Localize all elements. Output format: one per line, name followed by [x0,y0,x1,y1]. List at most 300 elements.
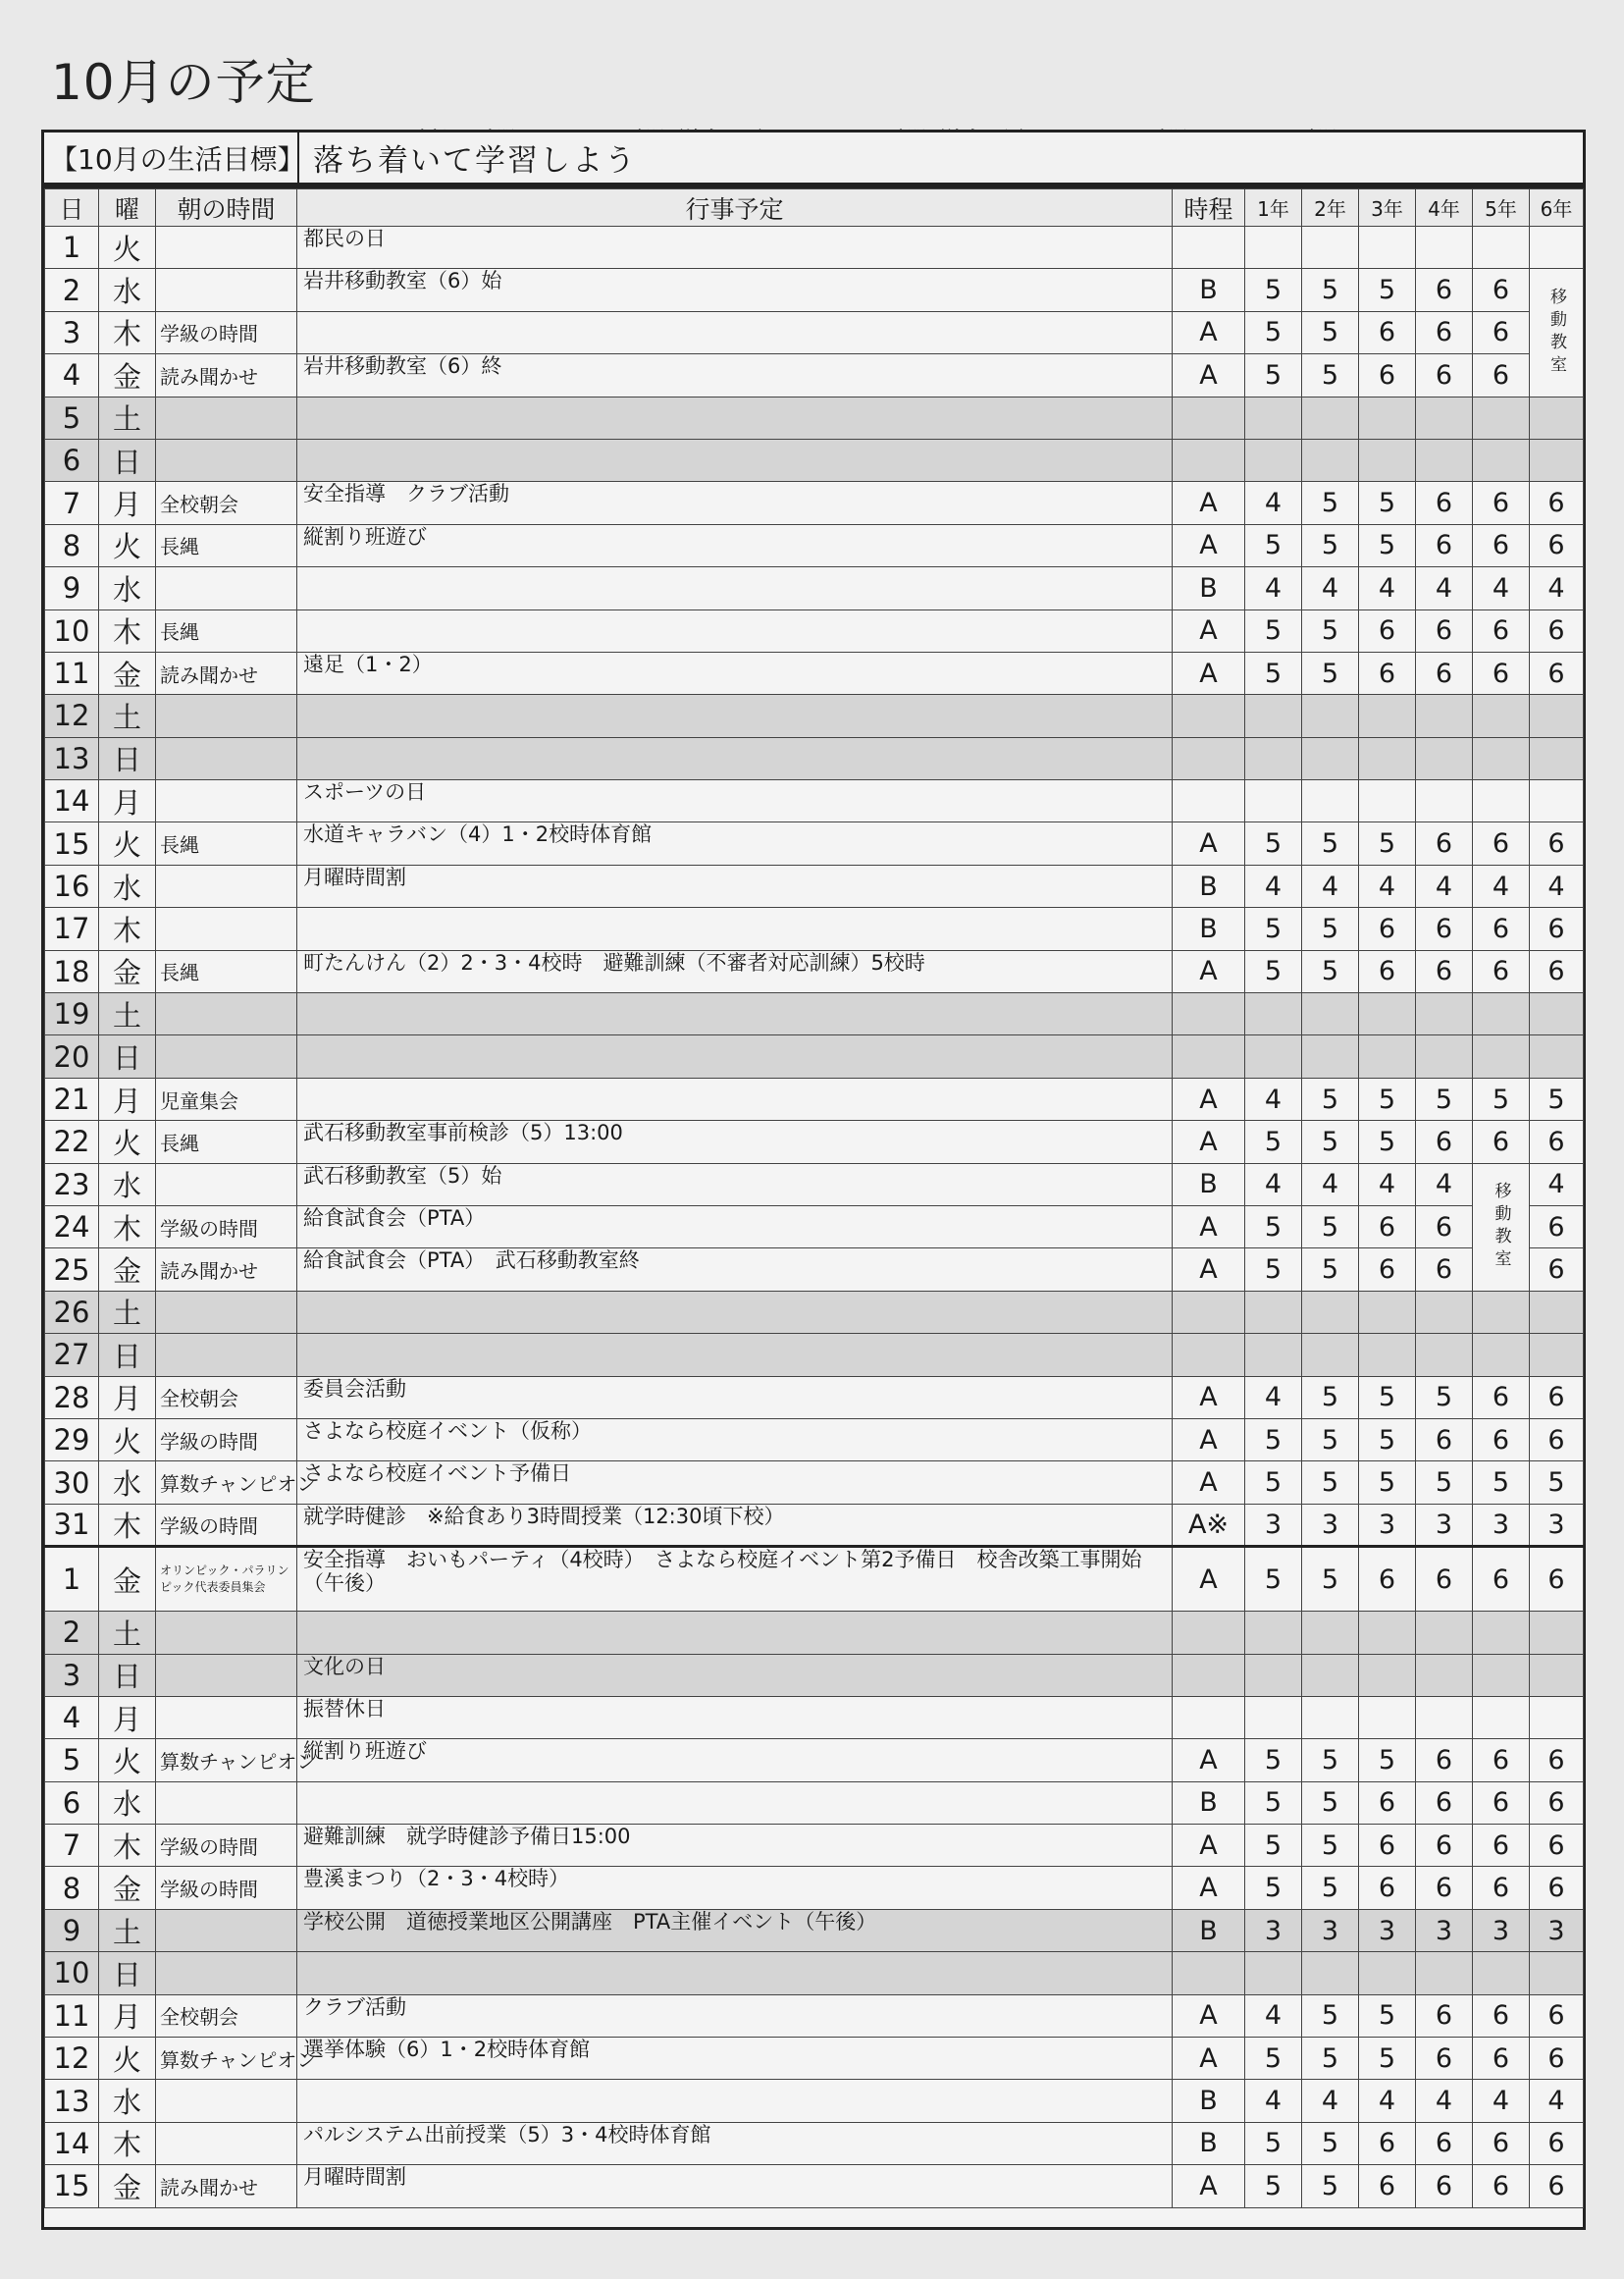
day-cell: 20 [45,1035,99,1078]
morning-activity-cell: 長縄 [156,1121,297,1163]
event-cell [297,1612,1173,1654]
table-header-row [45,189,1584,227]
event-cell [297,1291,1173,1333]
grade-6-periods-cell: 3 [1530,1909,1584,1951]
grade-4-periods-cell: 6 [1416,2165,1473,2207]
day-cell: 2 [45,1612,99,1654]
grade-6-periods-cell [1530,439,1584,481]
grade-5-periods-cell: 6 [1473,1547,1530,1612]
grade-2-periods-cell: 5 [1302,1781,1359,1824]
grade-5-periods-cell: 6 [1473,482,1530,524]
grade-4-periods-cell: 6 [1416,1994,1473,2037]
grade-3-periods-cell: 5 [1359,1376,1416,1418]
schedule-table-wrap [41,186,1586,2230]
grade-2-periods-cell: 5 [1302,1376,1359,1418]
weekday-cell: 木 [99,311,156,353]
grade-3-periods-cell [1359,695,1416,737]
grade-5-periods-cell: 6 [1473,1739,1530,1781]
jitei-cell: A [1173,610,1245,652]
grade-2-periods-cell: 5 [1302,2122,1359,2164]
grade-5-periods-cell [1473,1696,1530,1738]
vertical-note-cell [1473,1163,1530,1291]
day-cell: 7 [45,1825,99,1867]
morning-activity-cell: 学級の時間 [156,1825,297,1867]
morning-activity-cell [156,695,297,737]
grade-6-periods-cell: 6 [1530,950,1584,992]
grade-1-periods-cell [1245,1035,1302,1078]
grade-2-periods-cell: 5 [1302,822,1359,865]
grade-5-periods-cell: 6 [1473,950,1530,992]
morning-activity-cell [156,865,297,907]
grade-4-periods-cell [1416,780,1473,822]
grade-6-periods-cell: 5 [1530,1078,1584,1120]
jitei-cell [1173,439,1245,481]
jitei-cell: B [1173,1909,1245,1951]
weekday-cell: 火 [99,1739,156,1781]
grade-2-periods-cell: 5 [1302,908,1359,950]
morning-activity-cell [156,780,297,822]
grade-2-periods-cell [1302,439,1359,481]
table-row [45,1825,1584,1867]
jitei-cell: A [1173,950,1245,992]
weekday-cell: 月 [99,482,156,524]
grade-1-periods-cell [1245,439,1302,481]
grade-6-periods-cell: 6 [1530,1994,1584,2037]
grade-6-periods-cell [1530,1612,1584,1654]
morning-activity-cell [156,1035,297,1078]
jitei-cell: A [1173,1994,1245,2037]
table-row [45,737,1584,779]
table-row [45,1867,1584,1909]
grade-3-periods-cell [1359,780,1416,822]
weekday-cell: 土 [99,1612,156,1654]
vertical-note-cell [1530,269,1584,397]
weekday-cell: 火 [99,227,156,269]
event-cell: 縦割り班遊び [297,1739,1173,1781]
grade-4-periods-cell: 6 [1416,1825,1473,1867]
day-cell: 9 [45,567,99,610]
grade-4-periods-cell: 6 [1416,1121,1473,1163]
grade-6-periods-cell: 4 [1530,567,1584,610]
grade-1-periods-cell: 5 [1245,269,1302,311]
grade-6-periods-cell: 6 [1530,482,1584,524]
grade-2-periods-cell: 4 [1302,567,1359,610]
grade-4-periods-cell [1416,439,1473,481]
table-row [45,311,1584,353]
morning-activity-cell: 長縄 [156,950,297,992]
weekday-cell: 月 [99,1078,156,1120]
event-cell [297,1781,1173,1824]
grade-6-periods-cell: 6 [1530,524,1584,566]
grade-6-periods-cell: 6 [1530,1825,1584,1867]
grade-1-periods-cell [1245,993,1302,1035]
table-row [45,908,1584,950]
weekday-cell: 木 [99,908,156,950]
grade-2-periods-cell: 5 [1302,1739,1359,1781]
morning-activity-cell [156,1163,297,1205]
grade-6-periods-cell [1530,780,1584,822]
grade-5-periods-cell: 5 [1473,1461,1530,1504]
morning-activity-cell: 学級の時間 [156,1205,297,1247]
grade-6-periods-cell [1530,993,1584,1035]
grade-3-periods-cell [1359,1612,1416,1654]
grade-5-periods-cell [1473,1952,1530,1994]
grade-1-periods-cell: 5 [1245,1121,1302,1163]
day-cell: 6 [45,1781,99,1824]
grade-6-periods-cell: 6 [1530,1205,1584,1247]
event-cell: 水道キャラバン（4）1・2校時体育館 [297,822,1173,865]
day-cell: 1 [45,227,99,269]
weekday-cell: 土 [99,695,156,737]
jitei-cell: A [1173,482,1245,524]
weekday-cell: 水 [99,567,156,610]
grade-5-periods-cell: 6 [1473,1994,1530,2037]
grade-2-periods-cell [1302,695,1359,737]
day-cell: 6 [45,439,99,481]
grade-1-periods-cell: 4 [1245,1163,1302,1205]
day-cell: 13 [45,737,99,779]
grade-5-periods-cell [1473,1612,1530,1654]
grade-1-periods-cell: 5 [1245,1248,1302,1291]
morning-activity-cell [156,737,297,779]
table-row [45,610,1584,652]
grade-1-periods-cell: 5 [1245,2165,1302,2207]
table-row [45,1291,1584,1333]
table-row [45,1952,1584,1994]
grade-3-periods-cell: 6 [1359,1205,1416,1247]
grade-1-periods-cell: 4 [1245,567,1302,610]
table-row [45,1334,1584,1376]
table-row [45,1781,1584,1824]
weekday-cell: 火 [99,1121,156,1163]
event-cell: 縦割り班遊び [297,524,1173,566]
table-row [45,269,1584,311]
table-row [45,1739,1584,1781]
grade-3-periods-cell: 6 [1359,1825,1416,1867]
grade-3-periods-cell: 4 [1359,1163,1416,1205]
weekday-cell: 火 [99,524,156,566]
event-cell: 月曜時間割 [297,865,1173,907]
header-grade-4: 4年 [1416,189,1473,227]
table-row [45,2165,1584,2207]
morning-activity-cell [156,908,297,950]
grade-1-periods-cell: 5 [1245,2038,1302,2080]
grade-2-periods-cell [1302,780,1359,822]
morning-activity-cell: オリンピック・パラリンピック代表委員集会 [156,1547,297,1612]
grade-5-periods-cell: 3 [1473,1909,1530,1951]
weekday-cell: 火 [99,2038,156,2080]
jitei-cell: A [1173,1867,1245,1909]
grade-4-periods-cell [1416,397,1473,439]
event-cell: 安全指導 おいもパーティ（4校時） さよなら校庭イベント第2予備日 校舎改築工事開始（午後） [297,1547,1173,1612]
grade-5-periods-cell: 6 [1473,652,1530,694]
event-cell: 武石移動教室（5）始 [297,1163,1173,1205]
jitei-cell: B [1173,2080,1245,2122]
grade-4-periods-cell: 6 [1416,354,1473,397]
table-row [45,1547,1584,1612]
vertical-note-text: 移動教室 [1491,1182,1511,1273]
grade-5-periods-cell [1473,1035,1530,1078]
day-cell: 24 [45,1205,99,1247]
grade-4-periods-cell: 3 [1416,1909,1473,1951]
grade-3-periods-cell [1359,1035,1416,1078]
grade-6-periods-cell: 6 [1530,2038,1584,2080]
jitei-cell: A [1173,1205,1245,1247]
grade-3-periods-cell: 5 [1359,2038,1416,2080]
jitei-cell [1173,1654,1245,1696]
grade-5-periods-cell [1473,737,1530,779]
grade-3-periods-cell: 3 [1359,1909,1416,1951]
grade-4-periods-cell: 6 [1416,950,1473,992]
grade-1-periods-cell [1245,1696,1302,1738]
grade-4-periods-cell: 6 [1416,311,1473,353]
grade-1-periods-cell [1245,780,1302,822]
grade-1-periods-cell: 5 [1245,1547,1302,1612]
day-cell: 2 [45,269,99,311]
grade-6-periods-cell: 6 [1530,2122,1584,2164]
grade-6-periods-cell [1530,1334,1584,1376]
day-cell: 8 [45,524,99,566]
morning-activity-cell [156,993,297,1035]
morning-activity-cell [156,227,297,269]
day-cell: 12 [45,695,99,737]
grade-4-periods-cell: 6 [1416,652,1473,694]
event-cell [297,1035,1173,1078]
event-cell [297,695,1173,737]
jitei-cell: A [1173,1078,1245,1120]
vertical-note-text: 移動教室 [1546,287,1566,378]
grade-3-periods-cell: 6 [1359,908,1416,950]
day-cell: 5 [45,1739,99,1781]
grade-4-periods-cell [1416,1291,1473,1333]
grade-4-periods-cell: 6 [1416,524,1473,566]
header-grade-3: 3年 [1359,189,1416,227]
grade-2-periods-cell: 5 [1302,610,1359,652]
table-row [45,652,1584,694]
day-cell: 3 [45,311,99,353]
grade-5-periods-cell: 6 [1473,524,1530,566]
header-grade-6: 6年 [1530,189,1584,227]
header-day: 日 [45,189,99,227]
grade-5-periods-cell [1473,1334,1530,1376]
grade-3-periods-cell: 6 [1359,2165,1416,2207]
event-cell [297,567,1173,610]
weekday-cell: 金 [99,950,156,992]
grade-1-periods-cell: 5 [1245,1781,1302,1824]
grade-4-periods-cell [1416,1952,1473,1994]
header-grade-2: 2年 [1302,189,1359,227]
grade-2-periods-cell: 5 [1302,354,1359,397]
event-cell: クラブ活動 [297,1994,1173,2037]
grade-5-periods-cell: 6 [1473,354,1530,397]
grade-6-periods-cell [1530,397,1584,439]
grade-6-periods-cell: 4 [1530,865,1584,907]
grade-3-periods-cell [1359,1696,1416,1738]
grade-3-periods-cell: 4 [1359,567,1416,610]
event-cell: 学校公開 道徳授業地区公開講座 PTA主催イベント（午後） [297,1909,1173,1951]
event-cell [297,2080,1173,2122]
jitei-cell: A [1173,311,1245,353]
grade-4-periods-cell: 5 [1416,1461,1473,1504]
grade-5-periods-cell [1473,1654,1530,1696]
weekday-cell: 日 [99,1334,156,1376]
table-row [45,1504,1584,1546]
grade-6-periods-cell: 4 [1530,1163,1584,1205]
grade-3-periods-cell: 6 [1359,652,1416,694]
grade-6-periods-cell: 5 [1530,1461,1584,1504]
event-cell: 都民の日 [297,227,1173,269]
grade-6-periods-cell: 6 [1530,822,1584,865]
grade-6-periods-cell: 6 [1530,1248,1584,1291]
event-cell: 給食試食会（PTA） [297,1205,1173,1247]
grade-6-periods-cell [1530,1696,1584,1738]
table-row [45,2122,1584,2164]
grade-1-periods-cell [1245,1334,1302,1376]
grade-1-periods-cell: 5 [1245,1739,1302,1781]
day-cell: 26 [45,1291,99,1333]
grade-6-periods-cell: 6 [1530,610,1584,652]
table-row [45,865,1584,907]
grade-6-periods-cell [1530,1291,1584,1333]
weekday-cell: 土 [99,397,156,439]
day-cell: 14 [45,780,99,822]
weekday-cell: 日 [99,1035,156,1078]
day-cell: 25 [45,1248,99,1291]
header-grade-5: 5年 [1473,189,1530,227]
weekday-cell: 日 [99,439,156,481]
grade-6-periods-cell: 6 [1530,1418,1584,1460]
grade-6-periods-cell [1530,227,1584,269]
grade-2-periods-cell: 5 [1302,311,1359,353]
table-row [45,2038,1584,2080]
morning-activity-cell: 算数チャンピオン [156,1461,297,1504]
grade-2-periods-cell: 5 [1302,2038,1359,2080]
grade-5-periods-cell [1473,1291,1530,1333]
grade-5-periods-cell [1473,227,1530,269]
grade-3-periods-cell: 3 [1359,1504,1416,1546]
grade-6-periods-cell: 6 [1530,1376,1584,1418]
event-cell [297,311,1173,353]
grade-5-periods-cell: 6 [1473,1376,1530,1418]
grade-2-periods-cell [1302,1696,1359,1738]
morning-activity-cell [156,1781,297,1824]
day-cell: 5 [45,397,99,439]
jitei-cell: A [1173,1376,1245,1418]
grade-4-periods-cell: 3 [1416,1504,1473,1546]
grade-6-periods-cell: 6 [1530,652,1584,694]
day-cell: 23 [45,1163,99,1205]
day-cell: 9 [45,1909,99,1951]
grade-3-periods-cell [1359,737,1416,779]
day-cell: 10 [45,610,99,652]
grade-1-periods-cell: 5 [1245,1461,1302,1504]
grade-3-periods-cell: 5 [1359,822,1416,865]
grade-5-periods-cell [1473,993,1530,1035]
event-cell [297,1334,1173,1376]
weekday-cell: 水 [99,1461,156,1504]
table-row [45,1654,1584,1696]
grade-2-periods-cell: 5 [1302,652,1359,694]
grade-6-periods-cell [1530,737,1584,779]
grade-2-periods-cell [1302,737,1359,779]
header-event: 行事予定 [297,189,1173,227]
day-cell: 30 [45,1461,99,1504]
morning-activity-cell [156,269,297,311]
morning-activity-cell [156,397,297,439]
weekday-cell: 土 [99,993,156,1035]
jitei-cell: A※ [1173,1504,1245,1546]
day-cell: 1 [45,1547,99,1612]
morning-activity-cell: 長縄 [156,822,297,865]
event-cell [297,1952,1173,1994]
schedule-table [44,188,1584,2208]
grade-4-periods-cell: 6 [1416,1205,1473,1247]
weekday-cell: 火 [99,1418,156,1460]
jitei-cell: B [1173,2122,1245,2164]
grade-4-periods-cell [1416,227,1473,269]
grade-4-periods-cell: 6 [1416,822,1473,865]
morning-activity-cell [156,1654,297,1696]
jitei-cell: B [1173,269,1245,311]
grade-4-periods-cell [1416,737,1473,779]
grade-6-periods-cell: 3 [1530,1504,1584,1546]
grade-6-periods-cell: 6 [1530,1547,1584,1612]
grade-4-periods-cell: 5 [1416,1078,1473,1120]
goal-text: 落ち着いて学習しよう [313,143,637,179]
grade-1-periods-cell [1245,227,1302,269]
grade-3-periods-cell: 5 [1359,1418,1416,1460]
grade-2-periods-cell [1302,993,1359,1035]
grade-5-periods-cell: 6 [1473,1418,1530,1460]
grade-5-periods-cell: 6 [1473,908,1530,950]
morning-activity-cell: 読み聞かせ [156,1248,297,1291]
weekday-cell: 木 [99,1205,156,1247]
event-cell: 豊溪まつり（2・3・4校時） [297,1867,1173,1909]
grade-4-periods-cell: 4 [1416,567,1473,610]
jitei-cell: A [1173,524,1245,566]
morning-activity-cell: 読み聞かせ [156,354,297,397]
day-cell: 7 [45,482,99,524]
day-cell: 17 [45,908,99,950]
grade-3-periods-cell: 6 [1359,610,1416,652]
weekday-cell: 水 [99,1163,156,1205]
grade-2-periods-cell [1302,397,1359,439]
weekday-cell: 月 [99,780,156,822]
grade-2-periods-cell [1302,1952,1359,1994]
table-row [45,780,1584,822]
grade-2-periods-cell: 5 [1302,1547,1359,1612]
jitei-cell: A [1173,1739,1245,1781]
grade-2-periods-cell: 5 [1302,1867,1359,1909]
day-cell: 11 [45,1994,99,2037]
grade-6-periods-cell: 4 [1530,2080,1584,2122]
weekday-cell: 金 [99,1547,156,1612]
weekday-cell: 金 [99,354,156,397]
grade-4-periods-cell [1416,695,1473,737]
morning-activity-cell [156,1952,297,1994]
grade-2-periods-cell: 4 [1302,2080,1359,2122]
grade-5-periods-cell [1473,397,1530,439]
grade-3-periods-cell: 6 [1359,1867,1416,1909]
table-row [45,822,1584,865]
jitei-cell: B [1173,865,1245,907]
grade-5-periods-cell [1473,780,1530,822]
grade-6-periods-cell: 6 [1530,1121,1584,1163]
day-cell: 12 [45,2038,99,2080]
grade-5-periods-cell: 6 [1473,1867,1530,1909]
event-cell: 安全指導 クラブ活動 [297,482,1173,524]
monthly-goal [41,130,1586,186]
